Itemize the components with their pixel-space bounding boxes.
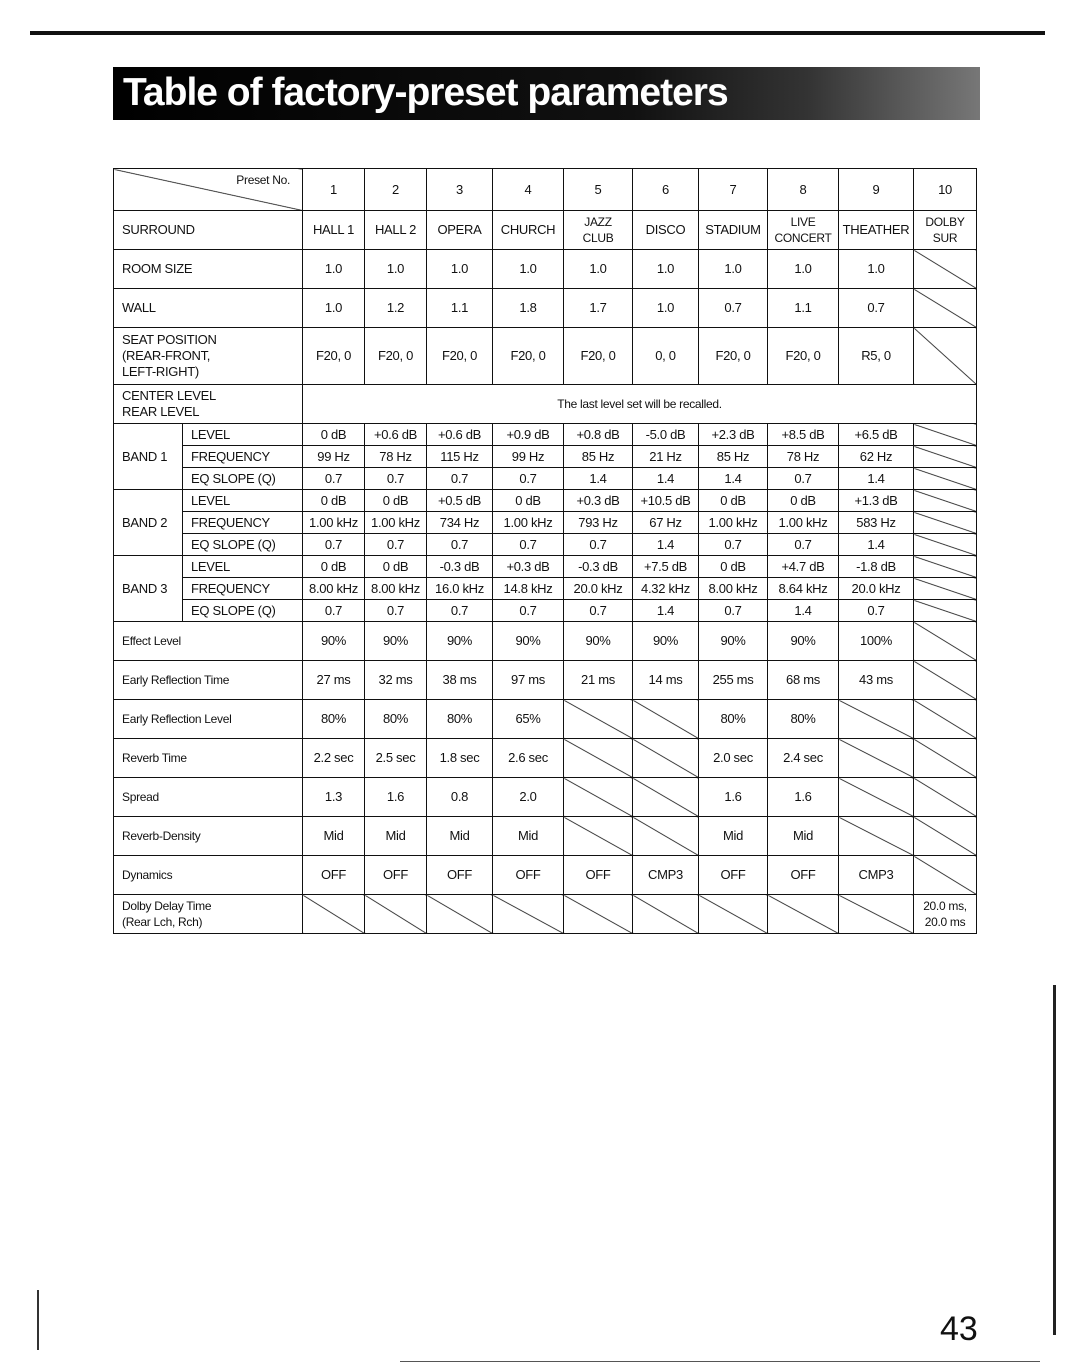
not-applicable-cell [839, 700, 914, 739]
value-cell: 1.2 [365, 289, 427, 328]
table-row [114, 895, 977, 934]
preset-number-header: 7 [699, 169, 768, 211]
table-row [114, 739, 977, 778]
value-cell: 1.6 [365, 778, 427, 817]
table-row [114, 856, 977, 895]
row-label: CENTER LEVEL REAR LEVEL [114, 385, 303, 424]
table-row [114, 211, 977, 250]
not-applicable-cell [914, 661, 977, 700]
row-label: Reverb-Density [114, 817, 303, 856]
value-cell: OFF [699, 856, 768, 895]
not-applicable-cell [914, 700, 977, 739]
value-cell: OFF [365, 856, 427, 895]
value-cell: 0.7 [493, 534, 564, 556]
not-applicable-cell [839, 778, 914, 817]
page-number: 43 [940, 1310, 978, 1348]
value-cell: OFF [427, 856, 493, 895]
table-row [114, 578, 977, 600]
value-cell: +1.3 dB [839, 490, 914, 512]
value-cell: 0, 0 [633, 328, 699, 385]
value-cell: F20, 0 [564, 328, 633, 385]
value-cell: 1.4 [839, 534, 914, 556]
value-cell: 8.00 kHz [303, 578, 365, 600]
value-cell: 90% [427, 622, 493, 661]
table-row [114, 622, 977, 661]
value-cell: 1.6 [699, 778, 768, 817]
value-cell: F20, 0 [493, 328, 564, 385]
not-applicable-cell [564, 739, 633, 778]
value-cell: 1.00 kHz [493, 512, 564, 534]
value-cell: 1.4 [633, 534, 699, 556]
value-cell: 0 dB [699, 490, 768, 512]
value-cell: 0.7 [303, 534, 365, 556]
value-cell: 0 dB [303, 556, 365, 578]
preset-number-header: 6 [633, 169, 699, 211]
value-cell: 1.0 [303, 289, 365, 328]
band-parameter-label: FREQUENCY [183, 512, 303, 534]
preset-number-header: 5 [564, 169, 633, 211]
value-cell: 0.7 [303, 468, 365, 490]
value-cell: 67 Hz [633, 512, 699, 534]
table-row [114, 556, 977, 578]
value-cell: 0.7 [768, 534, 839, 556]
value-cell: Mid [699, 817, 768, 856]
value-cell: 21 Hz [633, 446, 699, 468]
table-row [114, 700, 977, 739]
page-title: Table of factory-preset parameters [123, 71, 728, 114]
value-cell: 0.7 [564, 600, 633, 622]
value-cell: 80% [303, 700, 365, 739]
value-cell: 1.0 [633, 250, 699, 289]
not-applicable-cell [914, 739, 977, 778]
row-label: SURROUND [114, 211, 303, 250]
value-cell: 90% [768, 622, 839, 661]
value-cell: CMP3 [839, 856, 914, 895]
value-cell: OFF [564, 856, 633, 895]
value-cell: 1.6 [768, 778, 839, 817]
not-applicable-cell [914, 778, 977, 817]
value-cell: 65% [493, 700, 564, 739]
not-applicable-cell [914, 490, 977, 512]
not-applicable-cell [633, 739, 699, 778]
table-row [114, 512, 977, 534]
band-parameter-label: LEVEL [183, 556, 303, 578]
not-applicable-cell [633, 817, 699, 856]
value-cell: OFF [768, 856, 839, 895]
row-label: ROOM SIZE [114, 250, 303, 289]
band-parameter-label: FREQUENCY [183, 578, 303, 600]
value-cell: 1.00 kHz [303, 512, 365, 534]
preset-no-header: Preset No. [114, 169, 303, 211]
value-cell: 1.1 [768, 289, 839, 328]
not-applicable-cell [914, 856, 977, 895]
value-cell: 0.7 [365, 468, 427, 490]
value-cell: 90% [303, 622, 365, 661]
not-applicable-cell [633, 700, 699, 739]
factory-preset-table [113, 168, 977, 934]
value-cell: 27 ms [303, 661, 365, 700]
value-cell: 1.0 [365, 250, 427, 289]
value-cell: 255 ms [699, 661, 768, 700]
value-cell: 90% [633, 622, 699, 661]
not-applicable-cell [914, 622, 977, 661]
value-cell: 0.7 [699, 289, 768, 328]
value-cell: 1.7 [564, 289, 633, 328]
value-cell: +6.5 dB [839, 424, 914, 446]
value-cell: 1.4 [768, 600, 839, 622]
table-row [114, 600, 977, 622]
value-cell: F20, 0 [427, 328, 493, 385]
value-cell: 0.7 [427, 468, 493, 490]
value-cell: 2.6 sec [493, 739, 564, 778]
value-cell: DOLBY SUR [914, 211, 977, 250]
preset-number-header: 1 [303, 169, 365, 211]
value-cell: 8.00 kHz [699, 578, 768, 600]
value-cell: +0.5 dB [427, 490, 493, 512]
value-cell: LIVE CONCERT [768, 211, 839, 250]
not-applicable-cell [914, 512, 977, 534]
value-cell: 1.8 [493, 289, 564, 328]
value-cell: Mid [427, 817, 493, 856]
bottom-rule [400, 1361, 1040, 1362]
band-parameter-label: EQ SLOPE (Q) [183, 600, 303, 622]
value-cell: 1.1 [427, 289, 493, 328]
value-cell: Mid [493, 817, 564, 856]
value-cell: 734 Hz [427, 512, 493, 534]
value-cell: 583 Hz [839, 512, 914, 534]
value-cell: 90% [564, 622, 633, 661]
value-cell: 0 dB [493, 490, 564, 512]
value-cell: F20, 0 [768, 328, 839, 385]
value-cell: 0.7 [839, 289, 914, 328]
not-applicable-cell [914, 446, 977, 468]
table-row [114, 490, 977, 512]
band-parameter-label: LEVEL [183, 490, 303, 512]
value-cell: 1.4 [564, 468, 633, 490]
value-cell: 99 Hz [303, 446, 365, 468]
value-cell: 1.0 [839, 250, 914, 289]
value-cell: -0.3 dB [427, 556, 493, 578]
value-cell: 1.4 [839, 468, 914, 490]
not-applicable-cell [914, 328, 977, 385]
value-cell: 100% [839, 622, 914, 661]
value-cell: JAZZ CLUB [564, 211, 633, 250]
value-cell: 0.7 [493, 468, 564, 490]
not-applicable-cell [564, 817, 633, 856]
not-applicable-cell [427, 895, 493, 934]
not-applicable-cell [303, 895, 365, 934]
value-cell: 8.00 kHz [365, 578, 427, 600]
value-cell: 32 ms [365, 661, 427, 700]
value-cell: 0.7 [768, 468, 839, 490]
table-row [114, 250, 977, 289]
not-applicable-cell [768, 895, 839, 934]
table-row [114, 385, 977, 424]
value-cell: 20.0 ms, 20.0 ms [914, 895, 977, 934]
value-cell: 2.0 sec [699, 739, 768, 778]
value-cell: 0.7 [564, 534, 633, 556]
not-applicable-cell [914, 250, 977, 289]
value-cell: +10.5 dB [633, 490, 699, 512]
value-cell: 1.4 [699, 468, 768, 490]
value-cell: Mid [768, 817, 839, 856]
not-applicable-cell [839, 817, 914, 856]
value-cell: 21 ms [564, 661, 633, 700]
row-label: WALL [114, 289, 303, 328]
value-cell: 0 dB [768, 490, 839, 512]
not-applicable-cell [914, 600, 977, 622]
value-cell: 43 ms [839, 661, 914, 700]
value-cell: 1.0 [427, 250, 493, 289]
value-cell: 2.2 sec [303, 739, 365, 778]
preset-number-header: 9 [839, 169, 914, 211]
not-applicable-cell [493, 895, 564, 934]
value-cell: 68 ms [768, 661, 839, 700]
not-applicable-cell [564, 778, 633, 817]
value-cell: 793 Hz [564, 512, 633, 534]
not-applicable-cell [914, 578, 977, 600]
value-cell: -1.8 dB [839, 556, 914, 578]
value-cell: 90% [365, 622, 427, 661]
not-applicable-cell [914, 289, 977, 328]
value-cell: 1.00 kHz [699, 512, 768, 534]
band-parameter-label: EQ SLOPE (Q) [183, 534, 303, 556]
value-cell: +0.6 dB [365, 424, 427, 446]
value-cell: 0 dB [303, 490, 365, 512]
not-applicable-cell [914, 817, 977, 856]
value-cell: F20, 0 [365, 328, 427, 385]
row-label: Early Reflection Time [114, 661, 303, 700]
value-cell: +0.8 dB [564, 424, 633, 446]
value-cell: THEATHER [839, 211, 914, 250]
not-applicable-cell [914, 534, 977, 556]
value-cell: 0.8 [427, 778, 493, 817]
value-cell: 115 Hz [427, 446, 493, 468]
value-cell: DISCO [633, 211, 699, 250]
right-margin-rule [1053, 985, 1056, 1335]
value-cell: 0 dB [699, 556, 768, 578]
row-label: Early Reflection Level [114, 700, 303, 739]
value-cell: 1.0 [564, 250, 633, 289]
value-cell: 99 Hz [493, 446, 564, 468]
value-cell: 0.7 [699, 600, 768, 622]
value-cell: 0.7 [493, 600, 564, 622]
value-cell: 80% [699, 700, 768, 739]
band-parameter-label: EQ SLOPE (Q) [183, 468, 303, 490]
table-row [114, 778, 977, 817]
value-cell: 1.00 kHz [768, 512, 839, 534]
value-cell: 20.0 kHz [564, 578, 633, 600]
value-cell: HALL 2 [365, 211, 427, 250]
value-cell: OFF [303, 856, 365, 895]
value-cell: 2.5 sec [365, 739, 427, 778]
not-applicable-cell [839, 895, 914, 934]
top-rule [30, 31, 1045, 35]
value-cell: 0.7 [839, 600, 914, 622]
value-cell: 2.0 [493, 778, 564, 817]
row-label: Dolby Delay Time (Rear Lch, Rch) [114, 895, 303, 934]
value-cell: +0.9 dB [493, 424, 564, 446]
value-cell: 90% [699, 622, 768, 661]
value-cell: 78 Hz [768, 446, 839, 468]
band-label: BAND 2 [114, 490, 183, 556]
value-cell: 62 Hz [839, 446, 914, 468]
value-cell: 0 dB [365, 490, 427, 512]
value-cell: +8.5 dB [768, 424, 839, 446]
value-cell: 14.8 kHz [493, 578, 564, 600]
value-cell: F20, 0 [699, 328, 768, 385]
value-cell: -5.0 dB [633, 424, 699, 446]
table-row [114, 468, 977, 490]
table-row [114, 169, 977, 211]
value-cell: 4.32 kHz [633, 578, 699, 600]
value-cell: 1.3 [303, 778, 365, 817]
value-cell: -0.3 dB [564, 556, 633, 578]
not-applicable-cell [699, 895, 768, 934]
not-applicable-cell [633, 778, 699, 817]
value-cell: 85 Hz [564, 446, 633, 468]
value-cell: 90% [493, 622, 564, 661]
value-cell: CHURCH [493, 211, 564, 250]
value-cell: +4.7 dB [768, 556, 839, 578]
row-label: Dynamics [114, 856, 303, 895]
value-cell: 38 ms [427, 661, 493, 700]
value-cell: OPERA [427, 211, 493, 250]
value-cell: OFF [493, 856, 564, 895]
band-label: BAND 3 [114, 556, 183, 622]
value-cell: 0 dB [365, 556, 427, 578]
not-applicable-cell [564, 700, 633, 739]
value-cell: 1.4 [633, 468, 699, 490]
band-parameter-label: FREQUENCY [183, 446, 303, 468]
value-cell: 97 ms [493, 661, 564, 700]
not-applicable-cell [839, 739, 914, 778]
value-cell: +0.3 dB [493, 556, 564, 578]
value-cell: +0.3 dB [564, 490, 633, 512]
value-cell: +7.5 dB [633, 556, 699, 578]
value-cell: 14 ms [633, 661, 699, 700]
table-row [114, 661, 977, 700]
value-cell: +0.6 dB [427, 424, 493, 446]
row-label: Reverb Time [114, 739, 303, 778]
value-cell: 0.7 [427, 534, 493, 556]
preset-number-header: 8 [768, 169, 839, 211]
value-cell: 1.8 sec [427, 739, 493, 778]
value-cell: CMP3 [633, 856, 699, 895]
value-cell: STADIUM [699, 211, 768, 250]
table-row [114, 446, 977, 468]
value-cell: 0.7 [365, 534, 427, 556]
value-cell: 1.0 [768, 250, 839, 289]
value-cell: 8.64 kHz [768, 578, 839, 600]
row-label: SEAT POSITION (REAR-FRONT, LEFT-RIGHT) [114, 328, 303, 385]
value-cell: HALL 1 [303, 211, 365, 250]
value-cell: 1.4 [633, 600, 699, 622]
not-applicable-cell [914, 468, 977, 490]
table-row [114, 289, 977, 328]
band-label: BAND 1 [114, 424, 183, 490]
band-parameter-label: LEVEL [183, 424, 303, 446]
not-applicable-cell [564, 895, 633, 934]
value-cell: 80% [768, 700, 839, 739]
value-cell: 80% [365, 700, 427, 739]
table-row [114, 534, 977, 556]
row-label: Spread [114, 778, 303, 817]
value-cell: 1.0 [699, 250, 768, 289]
title-banner [113, 67, 980, 120]
value-cell: 0.7 [427, 600, 493, 622]
value-cell: +2.3 dB [699, 424, 768, 446]
merged-note-cell: The last level set will be recalled. [303, 385, 977, 424]
value-cell: 2.4 sec [768, 739, 839, 778]
table-row [114, 424, 977, 446]
value-cell: 1.00 kHz [365, 512, 427, 534]
value-cell: 0.7 [303, 600, 365, 622]
not-applicable-cell [914, 556, 977, 578]
value-cell: 80% [427, 700, 493, 739]
not-applicable-cell [914, 424, 977, 446]
value-cell: F20, 0 [303, 328, 365, 385]
preset-number-header: 2 [365, 169, 427, 211]
table-row [114, 817, 977, 856]
preset-number-header: 4 [493, 169, 564, 211]
value-cell: Mid [365, 817, 427, 856]
value-cell: 85 Hz [699, 446, 768, 468]
value-cell: Mid [303, 817, 365, 856]
value-cell: 1.0 [633, 289, 699, 328]
value-cell: 0 dB [303, 424, 365, 446]
not-applicable-cell [633, 895, 699, 934]
value-cell: 20.0 kHz [839, 578, 914, 600]
value-cell: 0.7 [699, 534, 768, 556]
preset-number-header: 3 [427, 169, 493, 211]
value-cell: R5, 0 [839, 328, 914, 385]
not-applicable-cell [365, 895, 427, 934]
table-row [114, 328, 977, 385]
row-label: Effect Level [114, 622, 303, 661]
value-cell: 78 Hz [365, 446, 427, 468]
value-cell: 0.7 [365, 600, 427, 622]
value-cell: 1.0 [303, 250, 365, 289]
value-cell: 16.0 kHz [427, 578, 493, 600]
preset-number-header: 10 [914, 169, 977, 211]
value-cell: 1.0 [493, 250, 564, 289]
left-margin-rule [37, 1290, 39, 1350]
